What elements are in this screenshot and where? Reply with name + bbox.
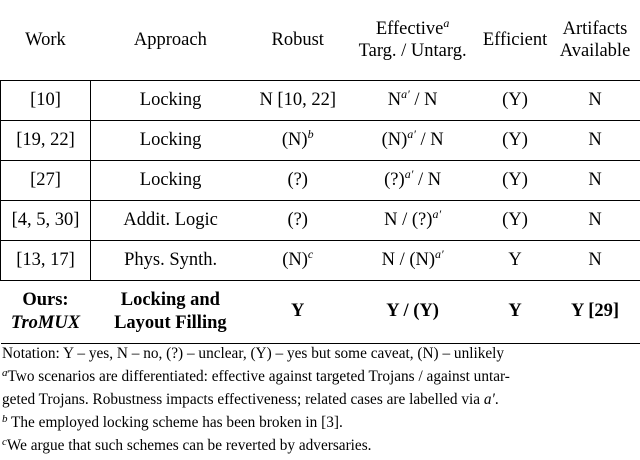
- note-c-text: We argue that such schemes can be reverted by adversaries.: [6, 437, 372, 454]
- cell-effective-b: / N: [409, 89, 438, 110]
- cell-approach: Locking: [90, 120, 250, 160]
- header-artifacts-line2: Available: [559, 40, 631, 61]
- header-effective: [345, 0, 480, 80]
- note-b: [2, 411, 638, 434]
- header-approach: Approach: [90, 0, 250, 80]
- cell-work-ours: [1, 280, 91, 343]
- cell-robust-value: (N): [281, 129, 308, 150]
- cell-robust: [250, 120, 345, 160]
- cell-efficient-ours: Y: [480, 280, 550, 343]
- header-robust: Robust: [250, 0, 345, 80]
- cell-approach: Locking: [90, 80, 250, 120]
- note-c: [2, 434, 638, 457]
- cell-effective-b: / N: [413, 169, 442, 190]
- cell-artifacts: N: [550, 80, 640, 120]
- note-b-text: The employed locking scheme has been broken in [3].: [7, 414, 343, 431]
- cell-efficient: (Y): [480, 200, 550, 240]
- cell-robust-ours: Y: [250, 280, 345, 343]
- header-efficient: Efficient: [480, 0, 550, 80]
- cell-artifacts: N: [550, 240, 640, 280]
- header-artifacts: [550, 0, 640, 80]
- cell-efficient: Y: [480, 240, 550, 280]
- note-c-marker: c: [2, 436, 7, 448]
- note-a-text2: geted Trojans. Robustness impacts effectiveness; related cases are labelled via: [2, 391, 484, 408]
- header-row: [1, 0, 640, 80]
- cell-work: [4, 5, 30]: [1, 200, 91, 240]
- note-a-ref: a′: [483, 391, 495, 408]
- cell-effective-b: / N: [415, 129, 444, 150]
- cell-approach: Locking: [90, 160, 250, 200]
- cell-approach-ours: [90, 280, 250, 343]
- cell-work: [13, 17]: [1, 240, 91, 280]
- cell-effective: [345, 200, 480, 240]
- note-b-marker: b: [2, 413, 8, 425]
- cell-artifacts: N: [550, 160, 640, 200]
- note-a-end: .: [494, 391, 499, 408]
- table-row: [1, 240, 640, 280]
- note-a-cont: [2, 388, 638, 411]
- cell-work: [10]: [1, 80, 91, 120]
- table-row: [1, 120, 640, 160]
- cell-effective-b: / (N): [394, 249, 436, 270]
- cell-effective-a: (?): [384, 169, 405, 190]
- cell-effective-b-sup: a′: [435, 246, 444, 261]
- header-artifacts-line1: Artifacts: [562, 18, 628, 39]
- cell-robust: (?): [250, 160, 345, 200]
- cell-effective: [345, 80, 480, 120]
- table-row: [1, 200, 640, 240]
- note-a: [2, 365, 638, 388]
- cell-robust: [250, 240, 345, 280]
- cell-effective-b: / (?): [397, 209, 433, 230]
- cell-approach: Phys. Synth.: [90, 240, 250, 280]
- cell-robust: N [10, 22]: [250, 80, 345, 120]
- note-a-marker: a: [2, 367, 8, 379]
- ours-work-line1: Ours:: [22, 289, 69, 310]
- header-targ-untarg: Targ. / Untarg.: [358, 40, 467, 61]
- cell-work: [19, 22]: [1, 120, 91, 160]
- ours-approach-line1: Locking and: [120, 289, 220, 310]
- table-notes: [2, 342, 638, 457]
- cell-effective-a: (N): [381, 129, 408, 150]
- cell-effective-b-sup: a′: [432, 206, 442, 221]
- note-notation: Notation: Y – yes, N – no, (?) – unclear, (Y) – yes but some caveat, (N) – unlikely: [2, 345, 505, 362]
- note-a-text: Two scenarios are differentiated: effective against targeted Trojans / against untar-: [7, 368, 510, 385]
- cell-effective-a: N: [384, 209, 398, 230]
- ours-approach-line2: Layout Filling: [114, 312, 227, 333]
- cell-robust-sup: c: [307, 246, 314, 261]
- cell-effective-a: N: [381, 249, 395, 270]
- cell-artifacts: N: [550, 200, 640, 240]
- ours-work-line2: TroMUX: [10, 312, 81, 333]
- cell-efficient: (Y): [480, 80, 550, 120]
- cell-effective-a-sup: a′: [401, 86, 410, 101]
- table-row: [1, 160, 640, 200]
- cell-effective: [345, 240, 480, 280]
- cell-artifacts: N: [550, 120, 640, 160]
- cell-efficient: (Y): [480, 120, 550, 160]
- cell-work: [27]: [1, 160, 91, 200]
- cell-effective-a: N: [387, 89, 402, 110]
- cell-approach: Addit. Logic: [90, 200, 250, 240]
- cell-robust-sup: b: [307, 126, 314, 141]
- cell-efficient: (Y): [480, 160, 550, 200]
- cell-effective: [345, 120, 480, 160]
- cell-effective-a-sup: a′: [407, 126, 416, 141]
- header-effective-sup: a: [443, 15, 450, 30]
- ours-row: [1, 280, 640, 343]
- cell-effective-ours: Y / (Y): [345, 280, 480, 343]
- cell-effective-a-sup: a′: [404, 166, 414, 181]
- header-work: Work: [1, 0, 91, 80]
- cell-robust: (?): [250, 200, 345, 240]
- table-row: [1, 80, 640, 120]
- cell-robust-value: (N): [282, 249, 308, 270]
- header-effective-label: Effective: [375, 18, 444, 39]
- cell-effective: [345, 160, 480, 200]
- cell-artifacts-ours: Y [29]: [550, 280, 640, 343]
